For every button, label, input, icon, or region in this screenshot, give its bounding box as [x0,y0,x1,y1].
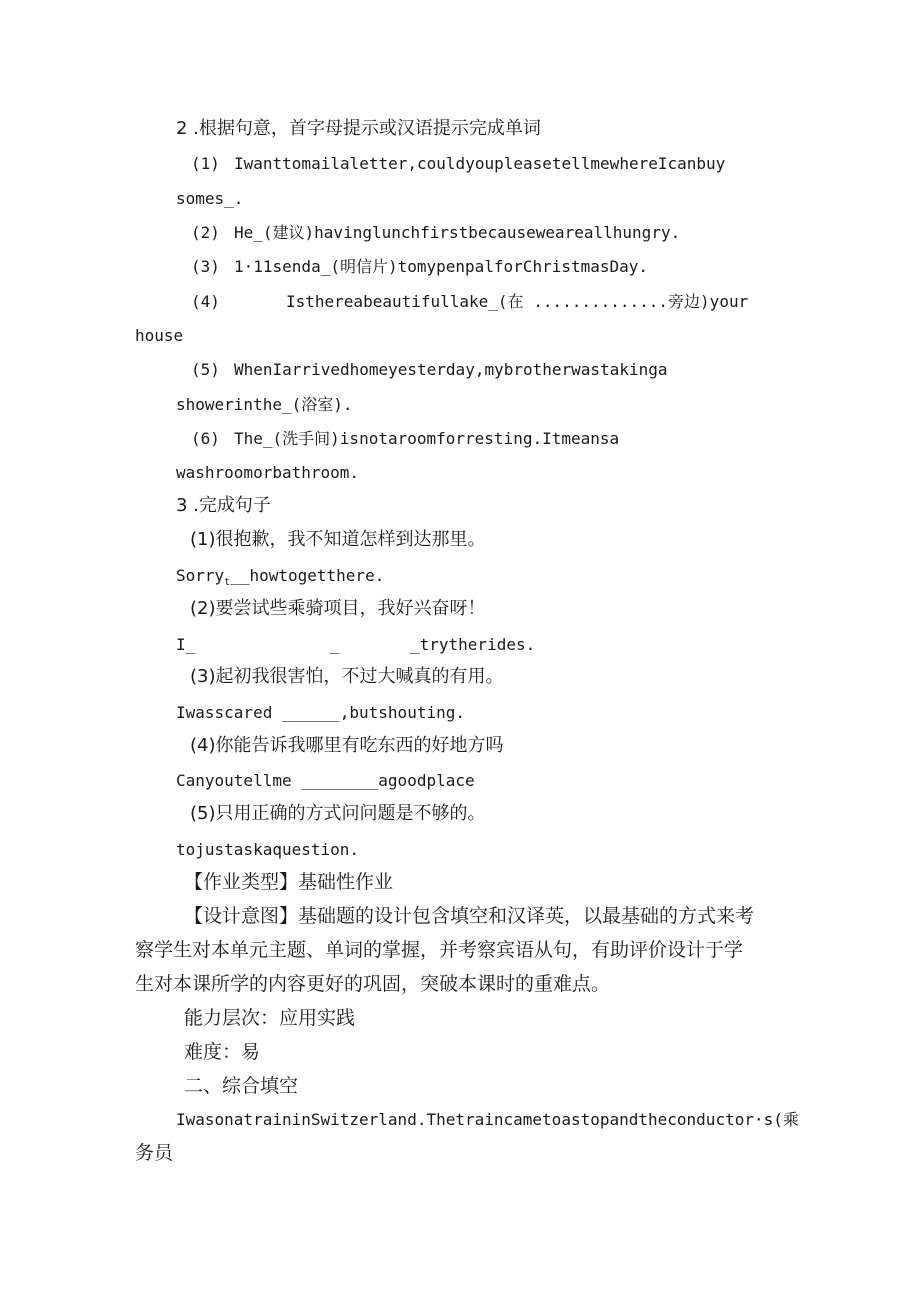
item-text-continued: house [135,326,184,345]
passage-line-continued: 务员 [135,1142,174,1164]
item-number: (5) [191,360,220,379]
item-text-continued: washroomorbathroom. [176,463,360,482]
item-text: He_(建议)havinglunchfirstbecauseweareallhungry. [234,223,681,242]
ability-level: 能力层次：应用实践 [184,1007,356,1029]
section3-heading: 3 .完成句子 [176,495,271,516]
item-text: The_(洗手间)isnotaroomforresting.Itmeansa [234,429,620,448]
chinese-prompt: (4)你能告诉我哪里有吃东西的好地方吗 [190,735,504,756]
item-text: Isthereabeautifullake_(在 ..............旁边)your [286,292,749,311]
item-text: 1·11senda_(明信片)tomypenpalforChristmasDay. [234,257,649,276]
english-answer: tojustaskaquestion. [176,840,360,859]
chinese-prompt: (3)起初我很害怕，不过大喊真的有用。 [190,666,504,687]
english-answer-part: _trytherides. [410,635,536,654]
design-intent-continued: 察学生对本单元主题、单词的掌握，并考察宾语从句，有助评价设计于学 [135,939,744,961]
english-answer-part: _ [330,635,340,654]
english-answer: Iwasscared ______,butshouting. [176,703,465,722]
item-number: (2) [191,223,220,242]
item-text: WhenIarrivedhomeyesterday,mybrotherwastakinga [234,360,668,379]
item-number: (3) [191,257,220,276]
section2-heading: 2 .根据句意，首字母提示或汉语提示完成单词 [176,118,541,139]
item-text-continued: showerinthe_(浴室). [176,395,353,414]
homework-type: 【作业类型】基础性作业 [184,871,394,893]
english-answer-part: I_ [176,635,196,654]
passage-line: IwasonatraininSwitzerland.Thetraincametoastopandtheconductor·s(乘 [176,1110,799,1129]
design-intent: 【设计意图】基础题的设计包含填空和汉译英，以最基础的方式来考 [184,905,755,927]
english-answer: Sorry$_t$__howtogetthere. [176,566,385,589]
item-number: (4) [191,292,220,311]
chinese-prompt: (5)只用正确的方式问问题是不够的。 [190,803,486,824]
chinese-prompt: (1)很抱歉，我不知道怎样到达那里。 [190,529,486,550]
design-intent-continued: 生对本课所学的内容更好的巩固，突破本课时的重难点。 [135,973,611,995]
item-text: Iwanttomailaletter,couldyoupleasetellmewhereIcanbuy [234,154,726,173]
item-text-continued: somes_. [176,189,244,208]
item-number: (1) [191,154,220,173]
chinese-prompt: (2)要尝试些乘骑项目，我好兴奋呀！ [190,598,486,619]
section-two-heading: 二、综合填空 [184,1075,299,1097]
item-number: (6) [191,429,220,448]
english-answer: Canyoutellme ________agoodplace [176,771,475,790]
difficulty: 难度：易 [184,1041,261,1063]
